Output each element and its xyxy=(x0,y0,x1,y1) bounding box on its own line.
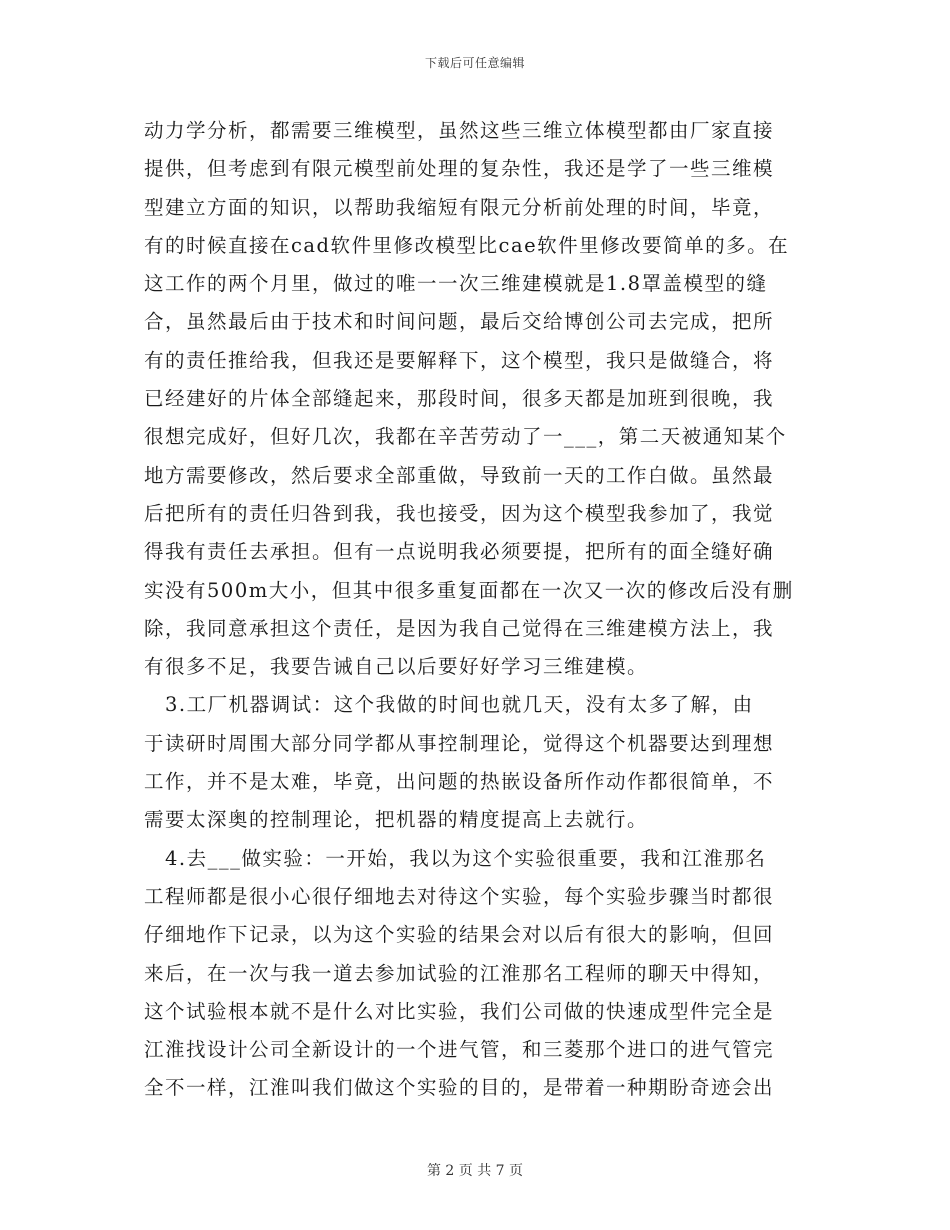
document-body xyxy=(144,112,806,1108)
text-line: 需要太深奥的控制理论，把机器的精度提高上去就行。 xyxy=(144,808,649,832)
page-header: 下载后可任意编辑 xyxy=(424,56,525,70)
text-line: 地方需要修改，然后要求全部重做，导致前一天的工作白做。虽然最 xyxy=(144,463,775,487)
text-line: 动力学分析，都需要三维模型，虽然这些三维立体模型都由厂家直接 xyxy=(144,119,775,142)
text-line: 除，我同意承担这个责任，是因为我自己觉得在三维建模方法上，我 xyxy=(144,616,775,640)
text-line: 江淮找设计公司全新设计的一个进气管，和三菱那个进口的进气管完 xyxy=(144,1038,775,1062)
text-line: 得我有责任去承担。但有一点说明我必须要提，把所有的面全缝好确 xyxy=(144,540,775,564)
text-line: 工作，并不是太难，毕竟，出问题的热嵌设备所作动作都很简单，不 xyxy=(144,770,775,794)
text-line: 有的责任推给我，但我还是要解释下，这个模型，我只是做缝合，将 xyxy=(144,348,775,372)
text-line: 工程师都是很小心很仔细地去对待这个实验，每个实验步骤当时都很 xyxy=(144,884,775,908)
text-line: 这个试验根本就不是什么对比实验，我们公司做的快速成型件完全是 xyxy=(144,999,775,1023)
text-line: 实没有500m大小，但其中很多重复面都在一次又一次的修改后没有删 xyxy=(144,578,794,602)
text-line: 4.去___做实验：一开始，我以为这个实验很重要，我和江淮那名 xyxy=(144,846,767,870)
text-line: 仔细地作下记录，以为这个实验的结果会对以后有很大的影响，但回 xyxy=(144,923,775,947)
page-number: 第 2 页 共 7 页 xyxy=(426,1163,524,1179)
text-line: 型建立方面的知识，以帮助我缩短有限元分析前处理的时间，毕竟， xyxy=(144,195,775,219)
text-line: 有很多不足，我要告诫自己以后要好好学习三维建模。 xyxy=(144,655,649,679)
text-line: 来后，在一次与我一道去参加试验的江淮那名工程师的聊天中得知， xyxy=(144,961,775,985)
text-line: 全不一样，江淮叫我们做这个实验的目的，是带着一种期盼奇迹会出 xyxy=(144,1076,775,1100)
text-line: 很想完成好，但好几次，我都在辛苦劳动了一___，第二天被通知某个 xyxy=(144,425,787,449)
text-line: 提供，但考虑到有限元模型前处理的复杂性，我还是学了一些三维模 xyxy=(144,157,775,181)
text-line: 合，虽然最后由于技术和时间问题，最后交给博创公司去完成，把所 xyxy=(144,310,775,334)
text-line: 已经建好的片体全部缝起来，那段时间，很多天都是加班到很晚，我 xyxy=(144,387,775,411)
text-line: 后把所有的责任归咎到我，我也接受，因为这个模型我参加了，我觉 xyxy=(144,501,775,525)
text-line: 这工作的两个月里，做过的唯一一次三维建模就是1.8罩盖模型的缝 xyxy=(144,272,768,296)
text-line: 3.工厂机器调试：这个我做的时间也就几天，没有太多了解，由 xyxy=(144,693,754,717)
text-line: 有的时候直接在cad软件里修改模型比cae软件里修改要简单的多。在 xyxy=(144,233,790,257)
text-line: 于读研时周围大部分同学都从事控制理论，觉得这个机器要达到理想 xyxy=(144,731,775,755)
